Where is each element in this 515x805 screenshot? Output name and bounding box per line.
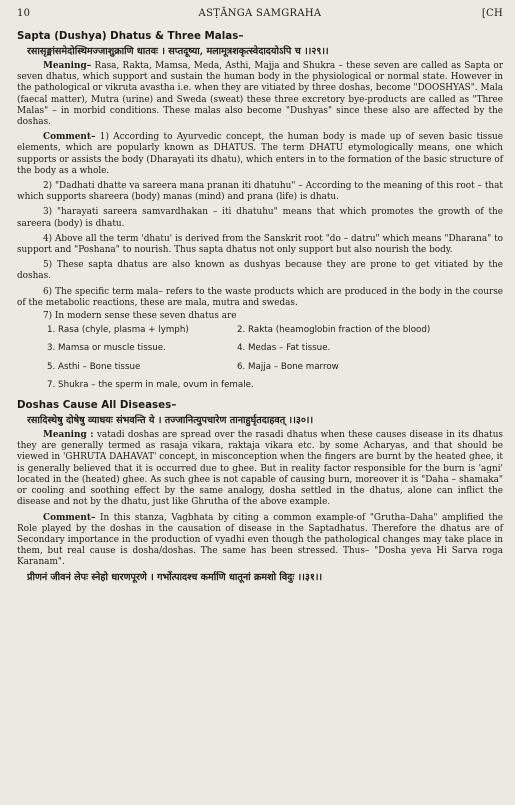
dhatu-list <box>47 325 503 391</box>
page-number: 10 <box>17 8 31 19</box>
meaning-label: Meaning : <box>43 430 94 441</box>
comment-paragraph <box>17 513 503 569</box>
running-header <box>17 6 503 22</box>
section-heading-sapta-dhatus: Sapta (Dushya) Dhatus & Three Malas– <box>17 30 244 42</box>
meaning-text: vatadi doshas are spread over the rasadi dhatus when these causes disease in its dhatus they are generally termed as rasaja vikara, raktaja vikara etc. by some Acharyas, and that should be viewed in 'GHRUTA DAHAVAT' concept, in misconception when the fingers are burnt by the heated ghee, it is generally believed that it is occurred due to ghee. But in reality factor responsible for the burn is 'agni' located in the (heated) ghee. As such ghee is not capable of causing burn, moreover it is "Daha – shamaka" or cooling and soothing effect by the same analogy, dosha settled in the dhatus, alone can inflict the disease and not by the dhatu, just like Ghrutha of the above example. <box>17 430 503 508</box>
running-title: ASṬĀNGA SAMGRAHA <box>198 8 322 19</box>
chapter-mark: [CH <box>481 8 503 19</box>
point-2: 2) "Dadhati dhatte va sareera mana pranan iti dhatuhu" – According to the meaning of this root – that which supports shareera (body) manas (mind) and prana (life) is dhatu. <box>17 181 503 203</box>
list-item: 1. Rasa (chyle, plasma + lymph) <box>47 325 189 336</box>
meaning-paragraph <box>17 61 503 128</box>
point-3: 3) "harayati sareera samvardhakan – iti dhatuhu" means that which promotes the growth of the sareera (body) is dhatu. <box>17 207 503 229</box>
comment-text: 1) According to Ayurvedic concept, the human body is made up of seven basic tissue elements, which are popularly known as DHATUS. The term DHATU etymologically means, one which supports or assists the body (Dharayati its dhatu), which enters in to the formation of the basic structure of the body as a whole. <box>17 132 503 176</box>
comment-label: Comment– <box>43 512 96 523</box>
point-6: 6) The specific term mala– refers to the waste products which are produced in the body in the course of the metabolic reactions, these are mala, mutra and swedas. <box>17 286 503 308</box>
list-item: 3. Mamsa or muscle tissue. <box>47 343 166 354</box>
point-4: 4) Above all the term 'dhatu' is derived from the Sanskrit root "do – datru" which means "Dharana" to support and "Poshana" to nourish. Thus sapta dhatus not only support but also nourish the body. <box>17 233 503 256</box>
meaning-label: Meaning– <box>43 61 92 71</box>
comment-label: Comment– <box>43 132 96 143</box>
list-item: 7. Shukra – the sperm in male, ovum in female. <box>47 379 254 390</box>
list-item: 5. Asthi – Bone tissue <box>47 361 141 372</box>
list-item: 6. Majja – Bone marrow <box>237 361 339 372</box>
meaning-paragraph <box>17 430 503 508</box>
list-item: 4. Medas – Fat tissue. <box>237 343 331 354</box>
sanskrit-verse-31: प्रीणनं जीवनं लेपः स्नेहो धारणपूरणे । गर्भोत्पादश्च कर्माणि धातूनां क्रमशो विदुः ।।३१।। <box>27 571 323 583</box>
point-7-intro: 7) In modern sense these seven dhatus are <box>43 311 237 322</box>
sanskrit-verse-30: रसादिस्थेषु दोषेषु व्याधयः संभवन्ति ये । तज्जानित्युपचारेण तानाहुर्घृतदाहवत् ।।३०।। <box>27 415 314 427</box>
section-heading-doshas: Doshas Cause All Diseases– <box>17 399 177 412</box>
list-item: 2. Rakta (heamoglobin fraction of the blood) <box>237 325 431 336</box>
point-5: 5) These sapta dhatus are also known as dushyas because they are prone to get vitiated by the doshas. <box>17 260 503 282</box>
comment-text: In this stanza, Vagbhata by citing a common example-of "Grutha–Daha" amplified the Role played by the doshas in the causation of disease in the Saptadhatus. Therefore the dhatus are of Secondary importance in the production of vyadhi even though the pathological changes may take place in them, but real cause is dosha/doshas. The same has been stressed. Thus– "Dosha yeva Hi Sarva roga Karanam". <box>17 512 503 568</box>
meaning-text: Rasa, Rakta, Mamsa, Meda, Asthi, Majja and Shukra – these seven are called as Sapta or seven dhatus, which support and sustain the human body in the physiological or normal state. However in the pathological or vikruta avastha i.e. when they are vitiated by three doshas, become "DOOSHYAS". Mala (faecal matter), Mutra (urine) and Sweda (sweat) these three excretory bye-products are called as "Three Malas" – in morbid conditions. These malas also become "Dushyas" since these also are affected by the doshas. <box>17 61 503 128</box>
comment-paragraph <box>17 132 503 177</box>
sanskrit-verse-29: रसासृङ्मांसमेदोस्थिमज्जाशुक्राणि धातवः । सप्तदूष्या, मलामूत्रशकृत्स्वेदादयोऽपि च ।।२९।। <box>27 46 329 57</box>
